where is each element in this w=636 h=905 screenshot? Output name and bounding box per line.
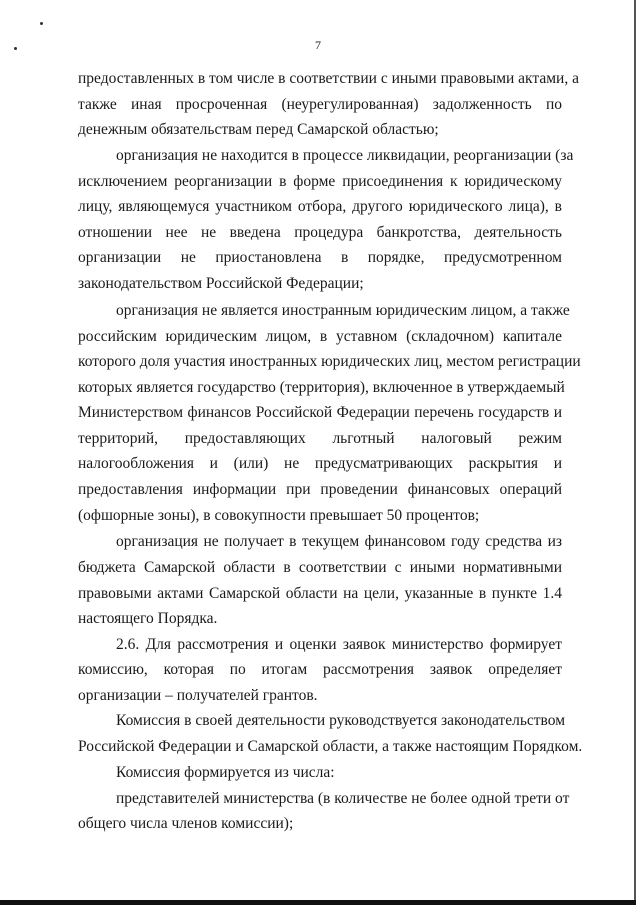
- text-line: комиссию, которая по итогам рассмотрения заявок определяет: [78, 661, 562, 678]
- scan-edge-bottom: [0, 900, 636, 905]
- text-line: Министерством финансов Российской Федерации перечень государств и: [78, 404, 562, 421]
- text-line: исключением реорганизации в форме присоединения к юридическому: [78, 173, 562, 190]
- text-line: правовыми актами Самарской области на цели, указанные в пункте 1.4: [78, 585, 562, 602]
- text-line: представителей министерства (в количестве не более одной трети от: [116, 790, 570, 807]
- text-line: которого доля участия иностранных юридических лиц, местом регистрации: [78, 353, 581, 370]
- text-line: организация не находится в процессе ликвидации, реорганизации (за: [116, 147, 574, 164]
- text-line: общего числа членов комиссии);: [78, 815, 294, 832]
- text-line: налогообложения и (или) не предусматривающих раскрытия и: [78, 455, 562, 472]
- text-line: которых является государство (территория), включенное в утверждаемый: [78, 379, 565, 396]
- text-line: (офшорные зоны), в совокупности превышает 50 процентов;: [78, 507, 480, 524]
- text-line: законодательством Российской Федерации;: [78, 275, 364, 292]
- text-line: настоящего Порядка.: [78, 610, 218, 627]
- text-line: лицу, являющемуся участником отбора, другого юридического лица), в: [78, 198, 562, 215]
- text-line: организация не получает в текущем финансовом году средства из: [116, 533, 562, 550]
- text-line: организации не приостановлена в порядке, предусмотренном: [78, 249, 562, 266]
- text-line: Комиссия формируется из числа:: [116, 764, 335, 781]
- text-line: также иная просроченная (неурегулированная) задолженность по: [78, 96, 562, 113]
- text-line: отношении нее не введена процедура банкротства, деятельность: [78, 224, 562, 241]
- text-line: бюджета Самарской области в соответствии с иными нормативными: [78, 559, 562, 576]
- page-number: 7: [315, 38, 321, 52]
- text-line: предоставленных в том числе в соответствии с иными правовыми актами, а: [78, 70, 579, 87]
- text-line: организация не является иностранным юридическим лицом, а также: [116, 302, 570, 319]
- text-line: предоставления информации при проведении финансовых операций: [78, 481, 562, 498]
- text-line: российским юридическим лицом, в уставном (складочном) капитале: [78, 328, 562, 345]
- text-line: Комиссия в своей деятельности руководствуется законодательством: [116, 712, 566, 729]
- text-line: денежным обязательствам перед Самарской областью;: [78, 121, 439, 138]
- text-line: 2.6. Для рассмотрения и оценки заявок министерство формирует: [116, 636, 562, 653]
- text-line: территорий, предоставляющих льготный налоговый режим: [78, 430, 562, 447]
- text-line: Российской Федерации и Самарской области, а также настоящим Порядком.: [78, 738, 583, 755]
- text-line: организации – получателей грантов.: [78, 687, 318, 704]
- scan-speck: [40, 22, 43, 25]
